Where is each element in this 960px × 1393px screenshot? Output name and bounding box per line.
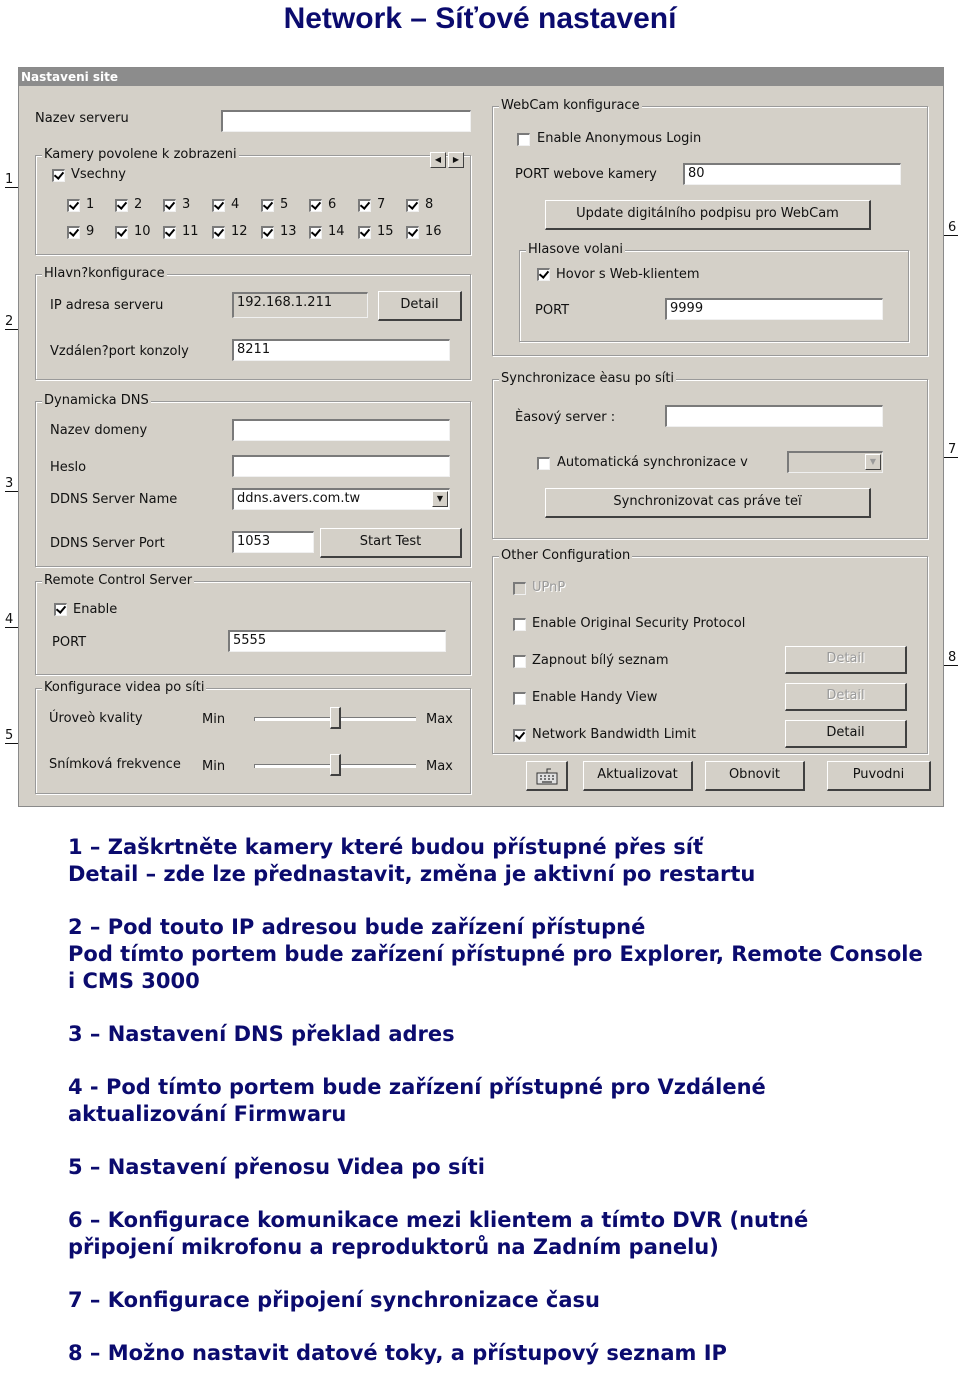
camera-12-label: 12 [231,224,248,239]
ddns-server-value: ddns.avers.com.tw [237,491,361,506]
note-2-line-1: 2 – Pod touto IP adresou bude zařízení přístupné [68,915,646,939]
camera-14-checkbox[interactable] [309,226,322,239]
webcam-port-input[interactable]: 80 [683,163,901,185]
start-test-button[interactable]: Start Test [320,528,462,558]
marker-6: 6 [948,220,957,235]
security-protocol-label: Enable Original Security Protocol [532,616,746,631]
note-6 [68,1207,958,1261]
remote-port-label: PORT [52,635,87,650]
sync-now-button[interactable]: Synchronizovat cas práve teï [545,488,871,518]
camera-5-label: 5 [280,197,289,212]
anon-login-label: Enable Anonymous Login [537,131,702,146]
console-port-input[interactable]: 8211 [232,339,450,361]
note-1-line-2: Detail – zde lze přednastavit, změna je aktivní po restartu [68,862,756,886]
note-7 [68,1287,958,1314]
camera-11-checkbox[interactable] [163,226,176,239]
ddns-server-select[interactable] [232,488,450,510]
cameras-legend: Kamery povolene k zobrazeni [44,147,237,162]
camera-1-label: 1 [86,197,95,212]
whitelist-label: Zapnout bílý seznam [532,653,669,668]
camera-1-checkbox[interactable] [67,199,80,212]
note-2-line-3: i CMS 3000 [68,969,200,993]
time-sync-legend: Synchronizace èasu po síti [501,371,675,386]
webcam-port-label: PORT webove kamery [515,167,657,182]
ddns-group [35,393,471,567]
remote-enable-label: Enable [73,602,118,617]
camera-9-checkbox[interactable] [67,226,80,239]
note-4-line-1: 4 - Pod tímto portem bude zařízení přístupné pro Vzdálené [68,1075,766,1099]
server-name-label: Nazev serveru [35,111,129,126]
marker-1: 1 [5,172,14,187]
time-sync-group [492,371,928,539]
ip-label: IP adresa serveru [50,298,164,313]
video-legend: Konfigurace videa po síti [44,680,205,695]
camera-5-checkbox[interactable] [261,199,274,212]
voice-call-group [519,242,909,342]
ip-detail-button[interactable]: Detail [378,291,462,321]
voice-port-input[interactable]: 9999 [665,298,883,320]
camera-4-checkbox[interactable] [212,199,225,212]
bandwidth-limit-checkbox[interactable] [513,729,526,742]
webcam-group [492,98,928,356]
window-title: Nastaveni site [19,68,943,86]
bandwidth-detail-button[interactable]: Detail [785,720,907,748]
security-protocol-checkbox[interactable] [513,618,526,631]
keyboard-button[interactable] [526,761,568,791]
remote-port-input[interactable]: 5555 [228,630,446,652]
upnp-checkbox[interactable] [513,582,526,595]
framerate-max-label: Max [426,759,453,774]
note-4 [68,1074,958,1128]
update-signature-button[interactable]: Update digitálního podpisu pro WebCam [545,200,871,230]
camera-13-checkbox[interactable] [261,226,274,239]
framerate-min-label: Min [202,759,226,774]
note-4-line-2: aktualizování Firmwaru [68,1102,347,1126]
password-input[interactable] [232,455,450,477]
framerate-slider-thumb[interactable] [330,754,341,776]
marker-2: 2 [5,314,14,329]
whitelist-detail-button[interactable]: Detail [785,646,907,674]
camera-3-label: 3 [182,197,191,212]
voice-legend: Hlasove volani [528,242,623,257]
handy-view-detail-button[interactable]: Detail [785,683,907,711]
other-config-group [492,548,928,754]
upnp-label: UPnP [532,580,566,595]
remote-control-group [35,573,471,675]
video-config-group [35,680,471,794]
camera-15-label: 15 [377,224,394,239]
notes-section [68,834,958,1393]
camera-16-checkbox[interactable] [406,226,419,239]
handy-view-checkbox[interactable] [513,692,526,705]
page-title: Network – Síťové nastavení [283,2,677,35]
note-2 [68,914,958,995]
camera-10-checkbox[interactable] [115,226,128,239]
domain-label: Nazev domeny [50,423,148,438]
network-settings-window [18,67,944,807]
marker-4: 4 [5,612,14,627]
chevron-down-icon[interactable]: ▼ [432,491,448,507]
ddns-server-name-label: DDNS Server Name [50,492,178,507]
remote-legend: Remote Control Server [44,573,193,588]
note-1 [68,834,958,888]
cameras-group [35,147,471,255]
camera-2-label: 2 [134,197,143,212]
note-3-line-1: 3 – Nastavení DNS překlad adres [68,1022,455,1046]
server-name-input[interactable] [221,110,471,132]
scroll-left-icon[interactable]: ◀ [430,152,446,168]
note-8 [68,1340,958,1367]
whitelist-checkbox[interactable] [513,655,526,668]
scroll-right-icon[interactable]: ▶ [448,152,464,168]
bandwidth-limit-label: Network Bandwidth Limit [532,727,696,742]
keyboard-icon [536,767,558,785]
time-server-input[interactable] [665,405,883,427]
ddns-port-input[interactable]: 1053 [232,531,314,553]
note-2-line-2: Pod tímto portem bude zařízení přístupné pro Explorer, Remote Console [68,942,923,966]
camera-11-label: 11 [182,224,199,239]
chevron-down-icon[interactable]: ▼ [865,454,881,470]
auto-sync-label: Automatická synchronizace v [557,455,748,470]
webcam-legend: WebCam konfigurace [501,98,640,113]
password-label: Heslo [50,460,87,475]
note-5 [68,1154,958,1181]
quality-max-label: Max [426,712,453,727]
camera-7-label: 7 [377,197,386,212]
original-button[interactable]: Puvodni [827,761,931,791]
note-1-line-1: 1 – Zaškrtněte kamery které budou přístupné přes síť [68,835,704,859]
voice-talk-checkbox[interactable] [537,268,550,281]
camera-8-label: 8 [425,197,434,212]
marker-5: 5 [5,728,14,743]
anon-login-checkbox[interactable] [517,133,530,146]
other-config-legend: Other Configuration [501,548,631,563]
camera-10-label: 10 [134,224,151,239]
main-config-legend: Hlavn?konfigurace [44,266,165,281]
camera-7-checkbox[interactable] [358,199,371,212]
camera-15-checkbox[interactable] [358,226,371,239]
domain-input[interactable] [232,419,450,441]
voice-talk-label: Hovor s Web-klientem [556,267,700,282]
time-server-label: Èasový server : [515,410,616,425]
quality-slider-thumb[interactable] [330,707,341,729]
handy-view-label: Enable Handy View [532,690,658,705]
ip-field[interactable]: 192.168.1.211 [232,292,368,318]
note-6-line-2: připojení mikrofonu a reproduktorů na Zadním panelu) [68,1235,719,1259]
camera-8-checkbox[interactable] [406,199,419,212]
camera-6-checkbox[interactable] [309,199,322,212]
note-5-line-1: 5 – Nastavení přenosu Videa po síti [68,1155,485,1179]
console-port-label: Vzdálen?port konzoly [50,344,189,359]
remote-enable-checkbox[interactable] [54,603,67,616]
marker-8: 8 [948,650,957,665]
note-6-line-1: 6 – Konfigurace komunikace mezi klientem a tímto DVR (nutné [68,1208,809,1232]
refresh-button[interactable]: Obnovit [705,761,805,791]
all-cameras-checkbox[interactable] [52,169,65,182]
camera-3-checkbox[interactable] [163,199,176,212]
all-cameras-label: Vsechny [71,167,126,182]
quality-min-label: Min [202,712,226,727]
camera-16-label: 16 [425,224,442,239]
framerate-label: Snímková frekvence [49,757,181,772]
note-8-line-1: 8 – Možno nastavit datové toky, a přístupový seznam IP [68,1341,727,1365]
camera-4-label: 4 [231,197,240,212]
voice-port-label: PORT [535,303,570,318]
note-3 [68,1021,958,1048]
update-button[interactable]: Aktualizovat [583,761,693,791]
main-config-group [35,266,471,380]
camera-13-label: 13 [280,224,297,239]
marker-3: 3 [5,476,14,491]
camera-9-label: 9 [86,224,95,239]
auto-sync-select[interactable] [787,451,883,473]
marker-7: 7 [948,442,957,457]
auto-sync-checkbox[interactable] [537,457,550,470]
camera-12-checkbox[interactable] [212,226,225,239]
quality-label: Úroveò kvality [49,711,143,726]
camera-2-checkbox[interactable] [115,199,128,212]
camera-6-label: 6 [328,197,337,212]
ddns-port-label: DDNS Server Port [50,536,165,551]
ddns-legend: Dynamicka DNS [44,393,149,408]
camera-14-label: 14 [328,224,345,239]
note-7-line-1: 7 – Konfigurace připojení synchronizace času [68,1288,600,1312]
